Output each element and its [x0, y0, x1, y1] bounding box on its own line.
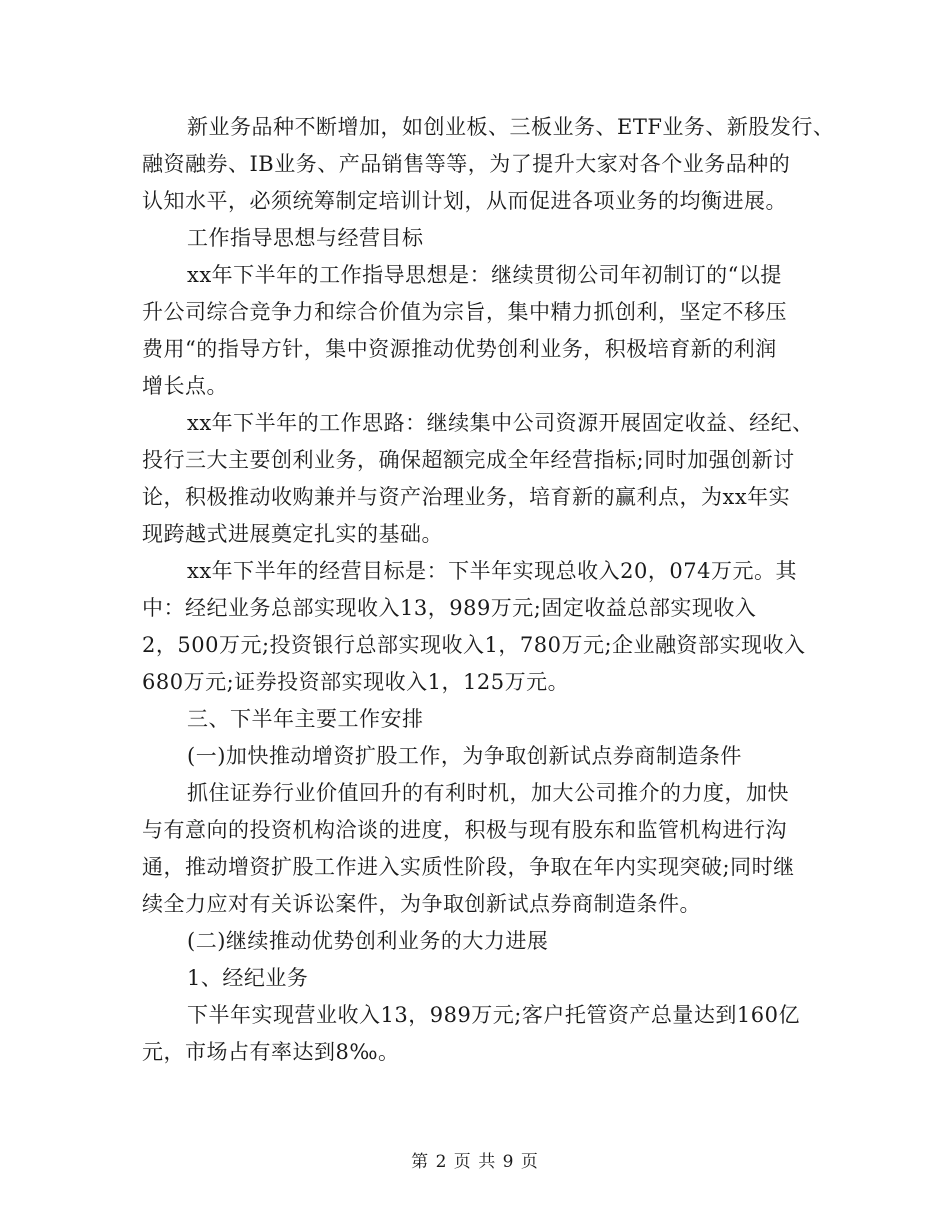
- subsection-heading: (二)继续推动优势创利业务的大力进展: [187, 929, 549, 953]
- paragraph-line: 融资融券、IB业务、产品销售等等，为了提升大家对各个业务品种的: [142, 152, 791, 176]
- paragraph-line: xx年下半年的经营目标是：下半年实现总收入20，074万元。其: [187, 559, 797, 583]
- page-number-footer: 第 2 页 共 9 页: [411, 1152, 539, 1172]
- paragraph-line: 中：经纪业务总部实现收入13，989万元;固定收益总部实现收入: [142, 596, 757, 620]
- paragraph-line: 增长点。: [142, 374, 228, 398]
- subsection-heading: (一)加快推动增资扩股工作，为争取创新试点券商制造条件: [187, 744, 742, 768]
- section-heading: 三、下半年主要工作安排: [187, 707, 424, 731]
- paragraph-line: 下半年实现营业收入13，989万元;客户托管资产总量达到160亿: [187, 1003, 800, 1027]
- paragraph-line: 续全力应对有关诉讼案件，为争取创新试点券商制造条件。: [142, 892, 701, 916]
- paragraph-line: 680万元;证券投资部实现收入1，125万元。: [142, 670, 570, 694]
- paragraph-line: 通，推动增资扩股工作进入实质性阶段，争取在年内实现突破;同时继: [142, 855, 795, 879]
- subsection-heading: 1、经纪业务: [187, 966, 309, 990]
- paragraph-line: 认知水平，必须统筹制定培训计划，从而促进各项业务的均衡进展。: [142, 189, 787, 213]
- paragraph-line: 抓住证券行业价值回升的有利时机，加大公司推介的力度，加快: [187, 781, 789, 805]
- paragraph-line: 2，500万元;投资银行总部实现收入1，780万元;企业融资部实现收入: [142, 633, 806, 657]
- paragraph-line: 投行三大主要创利业务，确保超额完成全年经营指标;同时加强创新讨: [142, 448, 795, 472]
- paragraph-line: 与有意向的投资机构洽谈的进度，积极与现有股东和监管机构进行沟: [142, 818, 787, 842]
- paragraph-line: 新业务品种不断增加，如创业板、三板业务、ETF业务、新股发行、: [187, 115, 835, 139]
- paragraph-line: 费用“的指导方针，集中资源推动优势创利业务，积极培育新的利润: [142, 337, 777, 361]
- paragraph-line: 现跨越式进展奠定扎实的基础。: [142, 522, 443, 546]
- paragraph-line: 论，积极推动收购兼并与资产治理业务，培育新的赢利点，为xx年实: [142, 485, 791, 509]
- paragraph-line: 元，市场占有率达到8‰。: [142, 1040, 400, 1064]
- paragraph-line: xx年下半年的工作思路：继续集中公司资源开展固定收益、经纪、: [187, 411, 814, 435]
- paragraph-line: 升公司综合竞争力和综合价值为宗旨，集中精力抓创利，坚定不移压: [142, 300, 787, 324]
- paragraph-line: xx年下半年的工作指导思想是：继续贯彻公司年初制订的“以提: [187, 263, 782, 287]
- section-heading: 工作指导思想与经营目标: [187, 226, 424, 250]
